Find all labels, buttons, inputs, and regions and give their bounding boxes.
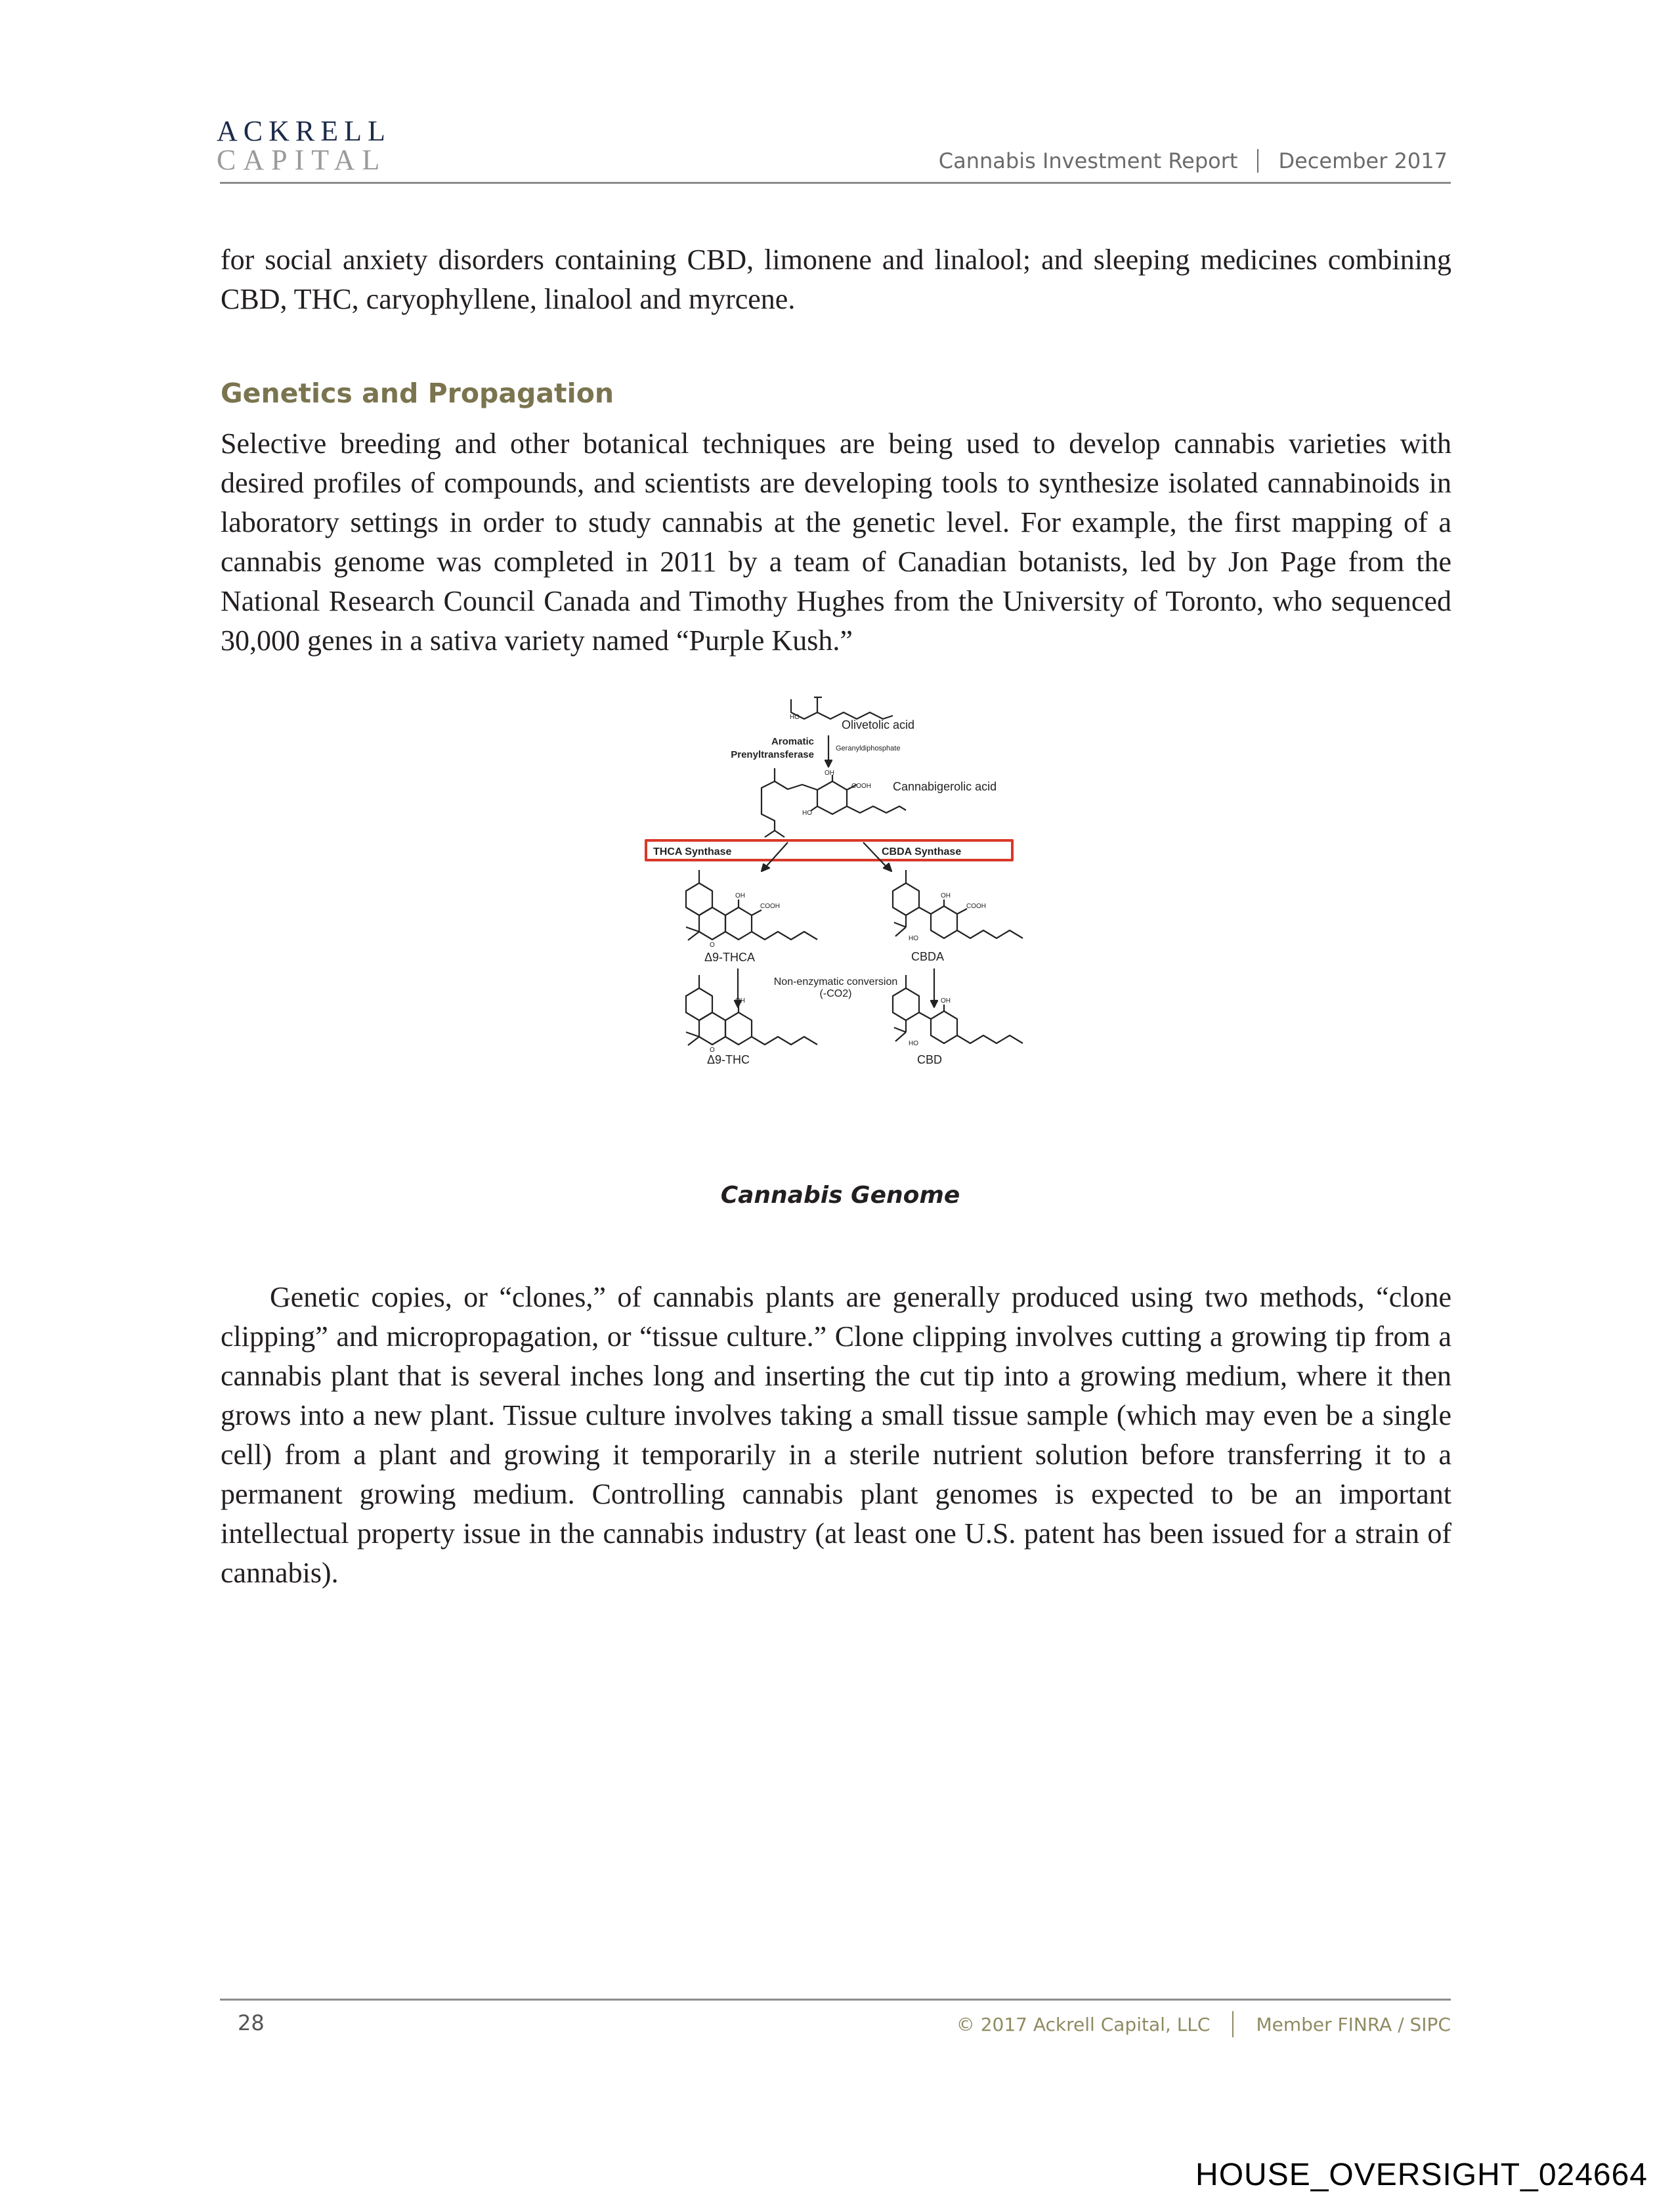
running-header	[939, 148, 1448, 173]
label-enzyme-line1: Aromatic	[771, 736, 814, 747]
label-conversion: Non-enzymatic conversion	[773, 976, 898, 987]
label-cannabigerolic-acid: Cannabigerolic acid	[893, 780, 997, 793]
header-rule	[220, 182, 1451, 184]
paragraph-genetics: Selective breeding and other botanical techniques are being used to develop cannabis varieties with desired profiles of compounds, and scientists are developing tools to synthesize isolated cannabinoids in laboratory settings in order to study cannabis at the genetic level. For example, the first mapping of a cannabis genome was completed in 2011 by a team of Canadian botanists, led by Jon Page from the National Research Council Canada and Timothy Hughes from the University of Toronto, who sequenced 30,000 genes in a sativa variety named “Purple Kush.”	[221, 427, 1451, 657]
logo-ackrell: ACKRELL	[217, 115, 391, 147]
header-separator	[1257, 149, 1258, 173]
label-oh-cbda: OH	[941, 892, 951, 900]
label-ho-cbda: HO	[909, 935, 918, 942]
label-thc: Δ9-THC	[707, 1053, 750, 1066]
footer-disclosure	[956, 2011, 1451, 2037]
label-o-thc: O	[710, 1047, 715, 1054]
label-oh-thca: OH	[735, 892, 745, 900]
label-cooh-thca: COOH	[760, 903, 780, 910]
footer-rule	[220, 1999, 1451, 2001]
section-heading: Genetics and Propagation	[221, 378, 614, 409]
label-cooh-cbda: COOH	[966, 903, 986, 910]
label-oh-cbd: OH	[941, 997, 951, 1005]
footer-separator	[1232, 2011, 1234, 2037]
cannabis-biosynthesis-diagram	[630, 683, 1050, 1247]
report-date: December 2017	[1278, 148, 1448, 173]
copyright-text: © 2017 Ackrell Capital, LLC	[956, 2013, 1211, 2035]
paragraph-clones: Genetic copies, or “clones,” of cannabis plants are generally produced using two methods, “clone clipping” and micropropagation, or “tissue culture.” Clone clipping involves cutting a growing tip from a cannabis plant that is several inches long and inserting the cut tip into a growing medium, where it then grows into a new plant. Tissue culture involves taking a small tissue sample (which may even be a single cell) from a plant and growing it temporarily in a sterile nutrient solution before transferring it to a permanent growing medium. Controlling cannabis plant genomes is expected to be an important intellectual property issue in the cannabis industry (at least one U.S. patent has been issued for a strain of cannabis).	[221, 1281, 1451, 1589]
label-ho-cbd: HO	[909, 1040, 918, 1047]
label-conversion-note: (-CO2)	[819, 988, 852, 999]
paragraph-continued: for social anxiety disorders containing CBD, limonene and linalool; and sleeping medicines combining CBD, THC, caryophyllene, linalool and myrcene.	[221, 244, 1451, 315]
label-thca-synthase: THCA Synthase	[653, 846, 732, 857]
label-olivetolic-acid: Olivetolic acid	[842, 718, 915, 731]
label-cbda: CBDA	[911, 950, 945, 963]
bates-number: HOUSE_OVERSIGHT_024664	[1195, 2158, 1648, 2192]
logo-capital: CAPITAL	[217, 144, 387, 176]
label-cbd: CBD	[917, 1053, 943, 1066]
label-ho-cbga: HO	[802, 810, 812, 817]
label-oh-thc: OH	[735, 997, 745, 1005]
label-cbda-synthase: CBDA Synthase	[882, 846, 962, 857]
label-enzyme-line2: Prenyltransferase	[731, 749, 814, 760]
figure-caption: Cannabis Genome	[720, 1182, 960, 1209]
pathway-diagram-svg	[630, 683, 1050, 1182]
label-cosubstrate: Geranyldiphosphate	[836, 745, 901, 752]
report-title: Cannabis Investment Report	[938, 148, 1238, 173]
label-oh-cbga: OH	[825, 770, 834, 777]
label-o-thca: O	[710, 942, 715, 949]
membership-text: Member FINRA / SIPC	[1256, 2013, 1451, 2035]
page-number: 28	[238, 2010, 265, 2035]
label-ho-olivetolic: HO	[790, 714, 800, 721]
label-thca: Δ9-THCA	[704, 951, 756, 964]
label-cooh-cbga: COOH	[851, 783, 871, 790]
